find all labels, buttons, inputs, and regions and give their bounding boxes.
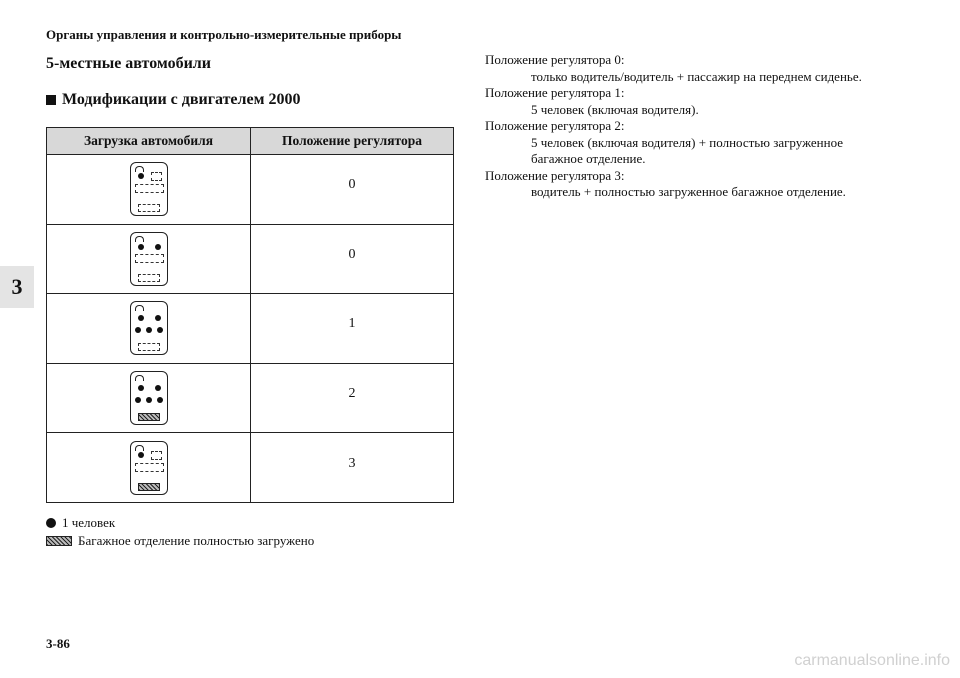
legend-cargo: [46, 533, 314, 549]
page-number: 3-86: [46, 636, 70, 651]
position-description: водитель + полностью загруженное багажное отделение.: [531, 184, 846, 199]
chapter-tab: 3: [0, 266, 34, 308]
empty-rear-seat-icon: [135, 254, 164, 263]
position-value: 2: [348, 386, 356, 402]
person-icon: [155, 315, 161, 321]
position-description: багажное отделение.: [531, 151, 646, 166]
person-icon: [138, 315, 144, 321]
position-description: только водитель/водитель + пассажир на переднем сиденье.: [531, 68, 862, 84]
table-row: [47, 155, 453, 225]
position-heading: Положение регулятора 3:: [485, 167, 625, 183]
steering-wheel-icon: [135, 166, 144, 172]
header-position: Положение регулятора: [282, 133, 422, 148]
car-load-five-people-icon: [130, 301, 168, 355]
empty-rear-seat-icon: [135, 184, 164, 193]
person-icon: [138, 173, 144, 179]
legend-person: [46, 515, 115, 531]
load-diagram-cell: [47, 364, 251, 433]
position-value: 3: [348, 456, 356, 472]
full-cargo-icon: [138, 413, 160, 421]
load-position-table: [46, 127, 454, 503]
empty-cargo-icon: [138, 274, 160, 282]
watermark: carmanualsonline.info: [794, 652, 950, 669]
position-item: [485, 118, 945, 168]
position-heading: Положение регулятора 2:: [485, 118, 625, 133]
square-bullet-icon: [46, 95, 56, 105]
position-item: [485, 168, 945, 201]
subsection-title: Модификации с двигателем 2000: [62, 91, 301, 108]
section-title: 5-местные автомобили: [46, 55, 211, 72]
position-item: [485, 52, 945, 85]
table-row: [47, 294, 453, 364]
person-icon: [138, 452, 144, 458]
load-diagram-cell: [47, 225, 251, 294]
table-row: [47, 364, 453, 434]
empty-cargo-icon: [138, 204, 160, 212]
position-heading: Положение регулятора 1:: [485, 85, 625, 100]
person-icon: [135, 327, 141, 333]
empty-seat-icon: [151, 451, 162, 460]
position-descriptions: [485, 52, 945, 201]
car-load-driver-icon: [130, 162, 168, 216]
legend-person-label: 1 человек: [62, 515, 116, 530]
person-icon: [46, 518, 56, 528]
position-value: 0: [348, 246, 356, 262]
empty-cargo-icon: [138, 343, 160, 351]
empty-seat-icon: [151, 172, 162, 181]
position-item: [485, 85, 945, 118]
position-value: 1: [348, 316, 356, 332]
header-load: Загрузка автомобиля: [47, 128, 251, 154]
full-cargo-icon: [46, 536, 72, 546]
table-row: [47, 225, 453, 295]
person-icon: [138, 385, 144, 391]
person-icon: [135, 397, 141, 403]
person-icon: [146, 327, 152, 333]
load-diagram-cell: [47, 433, 251, 503]
load-diagram-cell: [47, 155, 251, 224]
person-icon: [146, 397, 152, 403]
position-description: 5 человек (включая водителя).: [531, 101, 699, 117]
steering-wheel-icon: [135, 305, 144, 311]
car-load-five-people-full-cargo-icon: [130, 371, 168, 425]
person-icon: [155, 244, 161, 250]
running-header: Органы управления и контрольно-измерительные приборы: [46, 27, 402, 42]
person-icon: [155, 385, 161, 391]
person-icon: [138, 244, 144, 250]
person-icon: [157, 397, 163, 403]
table-header: [47, 128, 453, 155]
steering-wheel-icon: [135, 236, 144, 242]
car-load-driver-full-cargo-icon: [130, 441, 168, 495]
position-description: 5 человек (включая водителя) + полностью загруженное: [531, 134, 844, 150]
subsection-heading: [46, 91, 301, 109]
position-value: 0: [348, 177, 356, 193]
empty-rear-seat-icon: [135, 463, 164, 472]
position-heading: Положение регулятора 0:: [485, 52, 625, 67]
full-cargo-icon: [138, 483, 160, 491]
person-icon: [157, 327, 163, 333]
car-load-driver-passenger-icon: [130, 232, 168, 286]
load-diagram-cell: [47, 294, 251, 363]
legend-cargo-label: Багажное отделение полностью загружено: [78, 533, 315, 548]
steering-wheel-icon: [135, 445, 144, 451]
steering-wheel-icon: [135, 375, 144, 381]
table-row: [47, 433, 453, 503]
